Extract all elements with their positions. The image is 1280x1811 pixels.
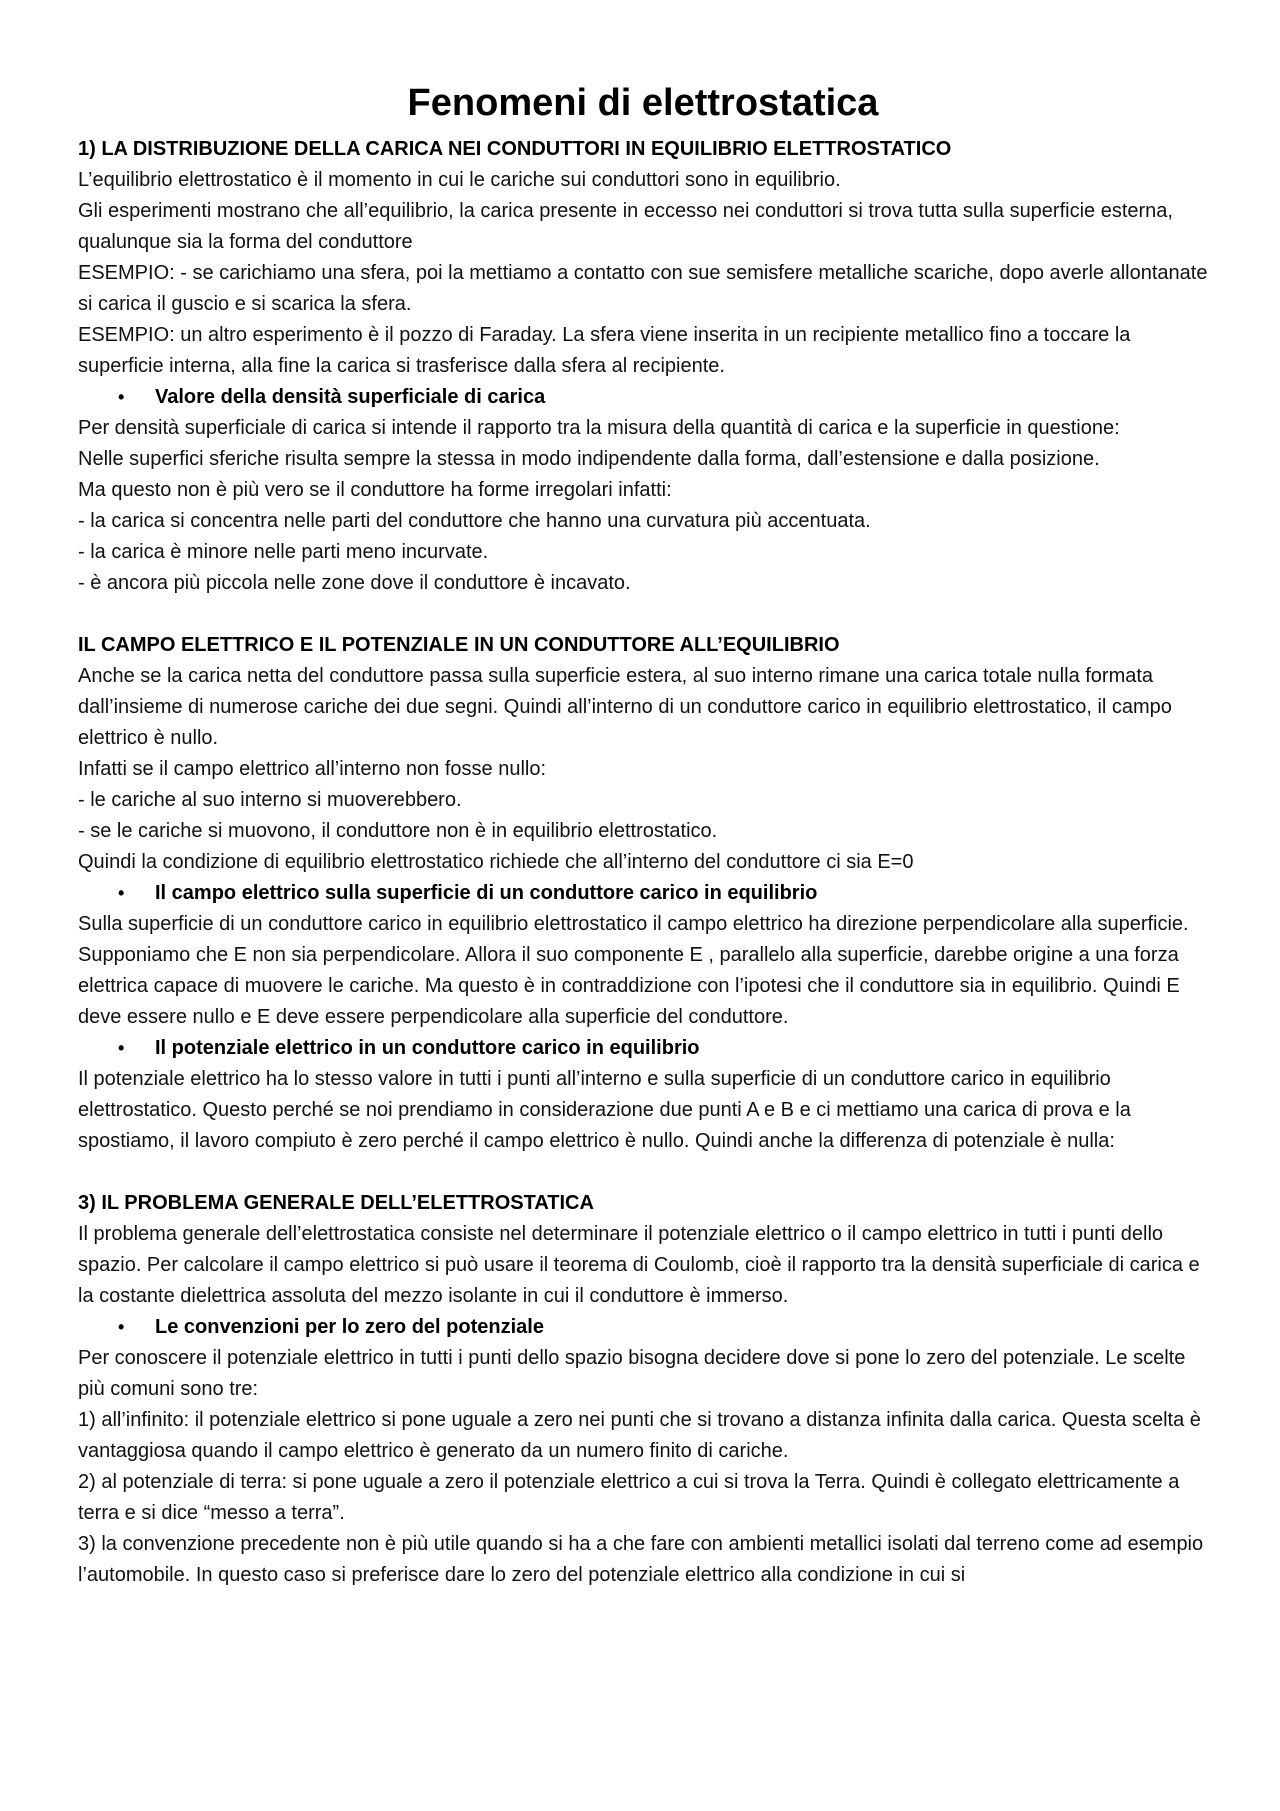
bullet-text: Il potenziale elettrico in un conduttore carico in equilibrio bbox=[155, 1037, 700, 1059]
bullet-text: Il campo elettrico sulla superficie di un conduttore carico in equilibrio bbox=[155, 882, 818, 904]
bullet-icon: • bbox=[118, 883, 125, 903]
bullet-icon: • bbox=[118, 1038, 125, 1058]
paragraph: Ma questo non è più vero se il conduttore ha forme irregolari infatti: bbox=[78, 479, 672, 501]
paragraph: Infatti se il campo elettrico all’interno non fosse nullo: bbox=[78, 758, 547, 780]
paragraph: Per conoscere il potenziale elettrico in tutti i punti dello spazio bisogna decidere dove si pone lo zero del potenziale. Le scelte più comuni sono tre: bbox=[78, 1347, 1186, 1400]
spacer bbox=[78, 1157, 1208, 1188]
section-1-heading: 1) LA DISTRIBUZIONE DELLA CARICA NEI CONDUTTORI IN EQUILIBRIO ELETTROSTATICO bbox=[78, 138, 952, 160]
paragraph: 1) all’infinito: il potenziale elettrico si pone uguale a zero nei punti che si trovano a distanza infinita dalla carica. Questa scelta è vantaggiosa quando il campo elettrico è generato da un numero finito di cariche. bbox=[78, 1409, 1201, 1462]
page-title: Fenomeni di elettrostatica bbox=[407, 82, 879, 124]
paragraph: Il problema generale dell’elettrostatica consiste nel determinare il potenziale elettrico o il campo elettrico in tutti i punti dello spazio. Per calcolare il campo elettrico si può usare il teorema di Coulomb, cioè il rapporto tra la densità superficiale di carica e la costante dielettrica assoluta del mezzo isolante in cui il conduttore è immerso. bbox=[78, 1223, 1200, 1307]
paragraph: ESEMPIO: - se carichiamo una sfera, poi la mettiamo a contatto con sue semisfere metalliche scariche, dopo averle allontanate si carica il guscio e si scarica la sfera. bbox=[78, 262, 1208, 315]
bullet-heading bbox=[78, 1033, 1208, 1064]
bullet-icon: • bbox=[118, 1317, 125, 1337]
paragraph: ESEMPIO: un altro esperimento è il pozzo di Faraday. La sfera viene inserita in un recipiente metallico fino a toccare la superficie interna, alla fine la carica si trasferisce dalla sfera al recipiente. bbox=[78, 324, 1131, 377]
bullet-text: Le convenzioni per lo zero del potenziale bbox=[155, 1316, 544, 1338]
document-page bbox=[78, 80, 1208, 1591]
paragraph: L’equilibrio elettrostatico è il momento in cui le cariche sui conduttori sono in equilibrio. bbox=[78, 169, 841, 191]
paragraph: Gli esperimenti mostrano che all’equilibrio, la carica presente in eccesso nei conduttori si trova tutta sulla superficie esterna, qualunque sia la forma del conduttore bbox=[78, 200, 1173, 253]
paragraph: Per densità superficiale di carica si intende il rapporto tra la misura della quantità di carica e la superficie in questione: bbox=[78, 417, 1120, 439]
section-2-heading: IL CAMPO ELETTRICO E IL POTENZIALE IN UN CONDUTTORE ALL’EQUILIBRIO bbox=[78, 634, 840, 656]
list-item: - la carica è minore nelle parti meno incurvate. bbox=[78, 541, 489, 563]
bullet-heading bbox=[78, 1312, 1208, 1343]
list-item: - è ancora più piccola nelle zone dove il conduttore è incavato. bbox=[78, 572, 631, 594]
section-3-heading: 3) IL PROBLEMA GENERALE DELL’ELETTROSTATICA bbox=[78, 1192, 594, 1214]
paragraph: Sulla superficie di un conduttore carico in equilibrio elettrostatico il campo elettrico ha direzione perpendicolare alla superficie. Supponiamo che E non sia perpendicolare. Allora il suo componente E , parallelo alla superficie, darebbe origine a una forza elettrica capace di muovere le cariche. Ma questo è in contraddizione con l’ipotesi che il conduttore sia in equilibrio. Quindi E deve essere nullo e E deve essere perpendicolare alla superficie del conduttore. bbox=[78, 913, 1189, 1028]
list-item: - la carica si concentra nelle parti del conduttore che hanno una curvatura più accentuata. bbox=[78, 510, 871, 532]
paragraph: Anche se la carica netta del conduttore passa sulla superficie estera, al suo interno rimane una carica totale nulla formata dall’insieme di numerose cariche dei due segni. Quindi all’interno di un conduttore carico in equilibrio elettrostatico, il campo elettrico è nullo. bbox=[78, 665, 1172, 749]
bullet-icon: • bbox=[118, 387, 125, 407]
bullet-heading bbox=[78, 382, 1208, 413]
bullet-text: Valore della densità superficiale di carica bbox=[155, 386, 546, 408]
paragraph: Quindi la condizione di equilibrio elettrostatico richiede che all’interno del conduttore ci sia E=0 bbox=[78, 851, 914, 873]
paragraph: 2) al potenziale di terra: si pone uguale a zero il potenziale elettrico a cui si trova la Terra. Quindi è collegato elettricamente a terra e si dice “messo a terra”. bbox=[78, 1471, 1180, 1524]
paragraph: Nelle superfici sferiche risulta sempre la stessa in modo indipendente dalla forma, dall’estensione e dalla posizione. bbox=[78, 448, 1100, 470]
paragraph: 3) la convenzione precedente non è più utile quando si ha a che fare con ambienti metallici isolati dal terreno come ad esempio l’automobile. In questo caso si preferisce dare lo zero del potenziale elettrico alla condizione in cui si bbox=[78, 1533, 1204, 1586]
paragraph: Il potenziale elettrico ha lo stesso valore in tutti i punti all’interno e sulla superficie di un conduttore carico in equilibrio elettrostatico. Questo perché se noi prendiamo in considerazione due punti A e B e ci mettiamo una carica di prova e la spostiamo, il lavoro compiuto è zero perché il campo elettrico è nullo. Quindi anche la differenza di potenziale è nulla: bbox=[78, 1068, 1131, 1152]
spacer bbox=[78, 599, 1208, 630]
list-item: - se le cariche si muovono, il conduttore non è in equilibrio elettrostatico. bbox=[78, 820, 718, 842]
list-item: - le cariche al suo interno si muoverebbero. bbox=[78, 789, 462, 811]
bullet-heading bbox=[78, 878, 1208, 909]
